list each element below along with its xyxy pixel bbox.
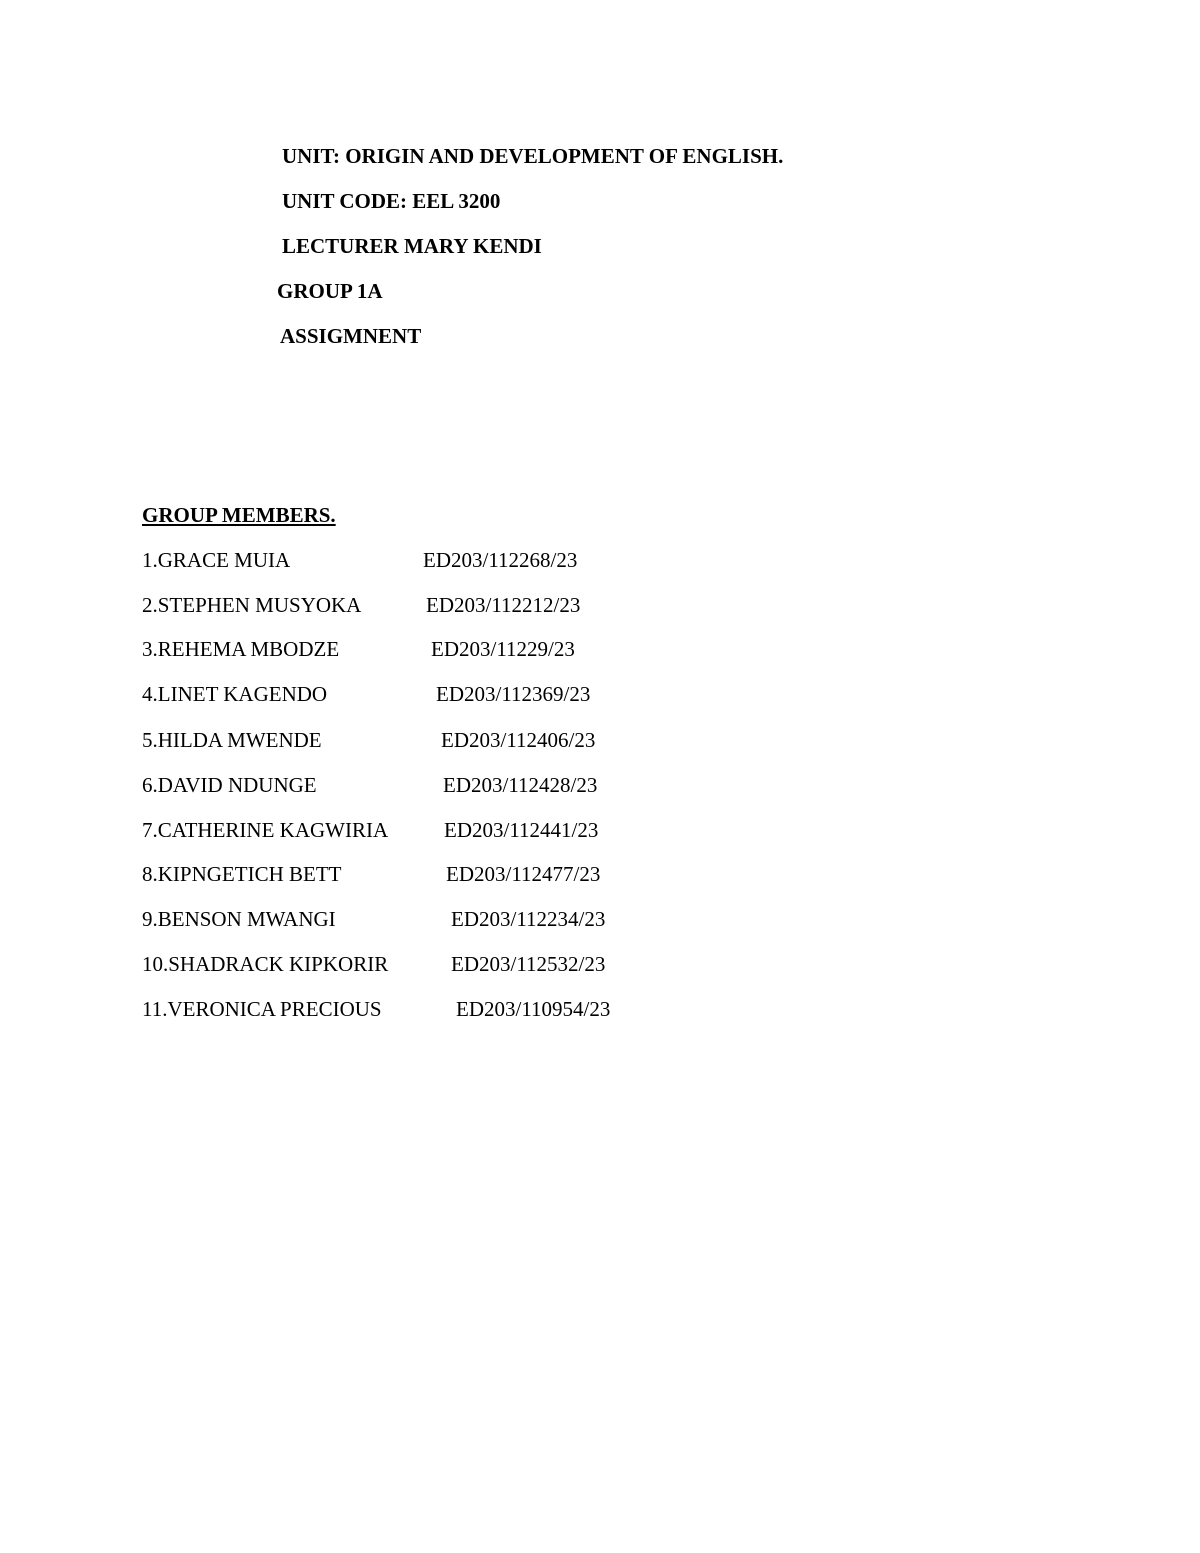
unit-code: UNIT CODE: EEL 3200 [282, 189, 501, 213]
member-reg-number: ED203/112212/23 [426, 593, 581, 617]
member-reg-number: ED203/112406/23 [441, 728, 596, 752]
member-row [142, 997, 702, 1021]
member-reg-number: ED203/11229/23 [431, 637, 575, 661]
member-name: 9.BENSON MWANGI [142, 907, 336, 931]
group-members-heading: GROUP MEMBERS. [142, 503, 336, 527]
member-row [142, 773, 702, 797]
member-reg-number: ED203/112428/23 [443, 773, 598, 797]
member-row [142, 728, 702, 752]
member-name: 4.LINET KAGENDO [142, 682, 328, 706]
group-name: GROUP 1A [277, 279, 383, 303]
member-name: 5.HILDA MWENDE [142, 728, 322, 752]
member-row [142, 637, 702, 661]
member-reg-number: ED203/112234/23 [451, 907, 606, 931]
member-reg-number: ED203/112532/23 [451, 952, 606, 976]
member-name: 10.SHADRACK KIPKORIR [142, 952, 389, 976]
unit-title: UNIT: ORIGIN AND DEVELOPMENT OF ENGLISH. [282, 144, 784, 168]
member-name: 6.DAVID NDUNGE [142, 773, 317, 797]
member-row [142, 593, 702, 617]
member-reg-number: ED203/112441/23 [444, 818, 599, 842]
member-reg-number: ED203/110954/23 [456, 997, 611, 1021]
assignment-label: ASSIGMNENT [280, 324, 422, 348]
member-row [142, 862, 702, 886]
member-name: 7.CATHERINE KAGWIRIA [142, 818, 389, 842]
member-name: 2.STEPHEN MUSYOKA [142, 593, 362, 617]
member-row [142, 952, 702, 976]
member-name: 1.GRACE MUIA [142, 548, 291, 572]
member-name: 11.VERONICA PRECIOUS [142, 997, 382, 1021]
member-reg-number: ED203/112268/23 [423, 548, 578, 572]
member-row [142, 548, 702, 572]
member-row [142, 818, 702, 842]
member-reg-number: ED203/112369/23 [436, 682, 591, 706]
member-reg-number: ED203/112477/23 [446, 862, 601, 886]
member-row [142, 907, 702, 931]
member-row [142, 682, 702, 706]
member-name: 3.REHEMA MBODZE [142, 637, 340, 661]
member-name: 8.KIPNGETICH BETT [142, 862, 342, 886]
lecturer-name: LECTURER MARY KENDI [282, 234, 542, 258]
